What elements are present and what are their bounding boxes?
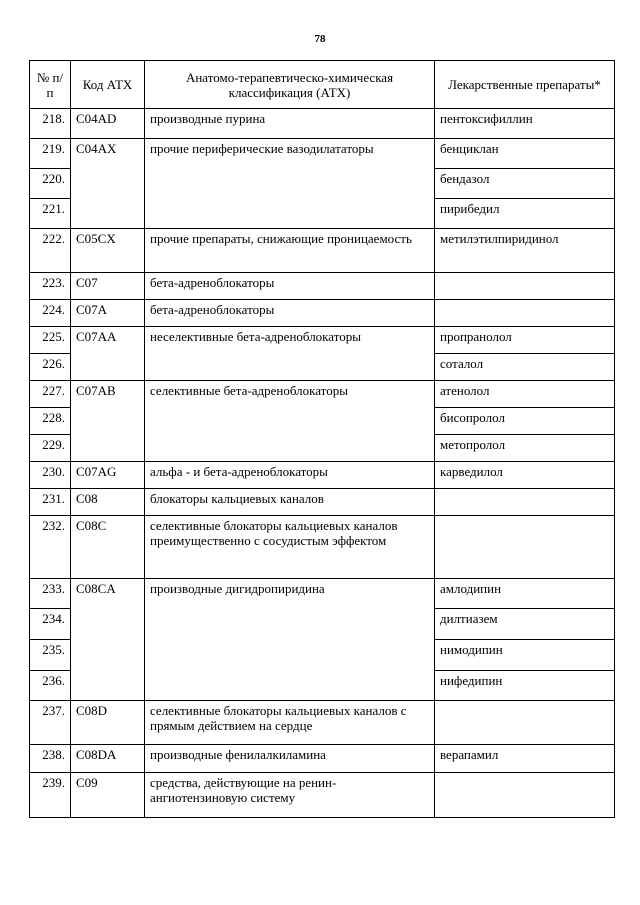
row-drug: пентоксифиллин — [435, 109, 615, 139]
row-classification: селективные блокаторы кальциевых каналов преимущественно с сосудистым эффектом — [145, 516, 435, 579]
row-num: 233. — [30, 579, 71, 609]
row-classification: производные пурина — [145, 109, 435, 139]
row-classification: селективные бета-адреноблокаторы — [145, 381, 435, 462]
row-num: 220. — [30, 169, 71, 199]
row-code: C09 — [71, 773, 145, 818]
table-row — [30, 745, 615, 773]
row-drug: дилтиазем — [435, 609, 615, 640]
row-drug: метопролол — [435, 435, 615, 462]
table-row — [30, 139, 615, 169]
row-drug: верапамил — [435, 745, 615, 773]
row-num: 223. — [30, 273, 71, 300]
row-classification: бета-адреноблокаторы — [145, 300, 435, 327]
row-num: 219. — [30, 139, 71, 169]
row-code: C07AG — [71, 462, 145, 489]
row-code: C04AD — [71, 109, 145, 139]
row-code: C08DA — [71, 745, 145, 773]
row-classification: прочие периферические вазодилататоры — [145, 139, 435, 229]
row-classification: селективные блокаторы кальциевых каналов с прямым действием на сердце — [145, 701, 435, 745]
row-classification: блокаторы кальциевых каналов — [145, 489, 435, 516]
row-num: 221. — [30, 199, 71, 229]
row-drug: соталол — [435, 354, 615, 381]
row-num: 228. — [30, 408, 71, 435]
table-row — [30, 701, 615, 745]
row-drug: пирибедил — [435, 199, 615, 229]
table-row — [30, 462, 615, 489]
row-drug: бисопролол — [435, 408, 615, 435]
row-drug: пропранолол — [435, 327, 615, 354]
row-drug: метилэтилпиридинол — [435, 229, 615, 273]
table-row — [30, 273, 615, 300]
row-drug: атенолол — [435, 381, 615, 408]
row-num: 224. — [30, 300, 71, 327]
row-num: 232. — [30, 516, 71, 579]
row-code: C07AA — [71, 327, 145, 381]
row-code: C08C — [71, 516, 145, 579]
row-classification: производные фенилалкиламина — [145, 745, 435, 773]
row-num: 236. — [30, 671, 71, 701]
row-num: 218. — [30, 109, 71, 139]
table-header-row — [30, 61, 615, 109]
row-num: 226. — [30, 354, 71, 381]
table-row — [30, 381, 615, 408]
row-code: C07A — [71, 300, 145, 327]
row-drug — [435, 273, 615, 300]
row-classification: бета-адреноблокаторы — [145, 273, 435, 300]
row-classification: альфа - и бета-адреноблокаторы — [145, 462, 435, 489]
row-num: 239. — [30, 773, 71, 818]
row-code: C04AX — [71, 139, 145, 229]
row-drug — [435, 701, 615, 745]
row-drug — [435, 516, 615, 579]
table-row — [30, 516, 615, 579]
table-row — [30, 489, 615, 516]
row-num: 227. — [30, 381, 71, 408]
header-code: Код АТХ — [71, 61, 145, 109]
atc-table — [29, 60, 615, 818]
row-drug: бенциклан — [435, 139, 615, 169]
row-num: 235. — [30, 640, 71, 671]
row-drug — [435, 489, 615, 516]
row-classification: производные дигидропиридина — [145, 579, 435, 701]
row-classification: неселективные бета-адреноблокаторы — [145, 327, 435, 381]
header-classification: Анатомо-терапевтическо-химическая классификация (АТХ) — [145, 61, 435, 109]
row-num: 238. — [30, 745, 71, 773]
row-drug: амлодипин — [435, 579, 615, 609]
row-drug: карведилол — [435, 462, 615, 489]
page-number: 78 — [314, 33, 326, 45]
row-drug — [435, 300, 615, 327]
row-classification: средства, действующие на ренин-ангиотензиновую систему — [145, 773, 435, 818]
row-num: 231. — [30, 489, 71, 516]
row-code: C05CX — [71, 229, 145, 273]
row-classification: прочие препараты, снижающие проницаемость — [145, 229, 435, 273]
row-drug: нимодипин — [435, 640, 615, 671]
header-num: № п/п — [30, 61, 71, 109]
row-code: C08CA — [71, 579, 145, 701]
header-drugs: Лекарственные препараты* — [435, 61, 615, 109]
row-code: C07AB — [71, 381, 145, 462]
row-code: C08D — [71, 701, 145, 745]
row-num: 225. — [30, 327, 71, 354]
table-row — [30, 773, 615, 818]
row-drug — [435, 773, 615, 818]
row-num: 229. — [30, 435, 71, 462]
row-num: 222. — [30, 229, 71, 273]
table-row — [30, 579, 615, 609]
table-row — [30, 300, 615, 327]
row-code: C07 — [71, 273, 145, 300]
row-drug: бендазол — [435, 169, 615, 199]
row-num: 230. — [30, 462, 71, 489]
table-row — [30, 229, 615, 273]
row-num: 234. — [30, 609, 71, 640]
table-row — [30, 109, 615, 139]
row-drug: нифедипин — [435, 671, 615, 701]
row-code: C08 — [71, 489, 145, 516]
table-row — [30, 327, 615, 354]
row-num: 237. — [30, 701, 71, 745]
